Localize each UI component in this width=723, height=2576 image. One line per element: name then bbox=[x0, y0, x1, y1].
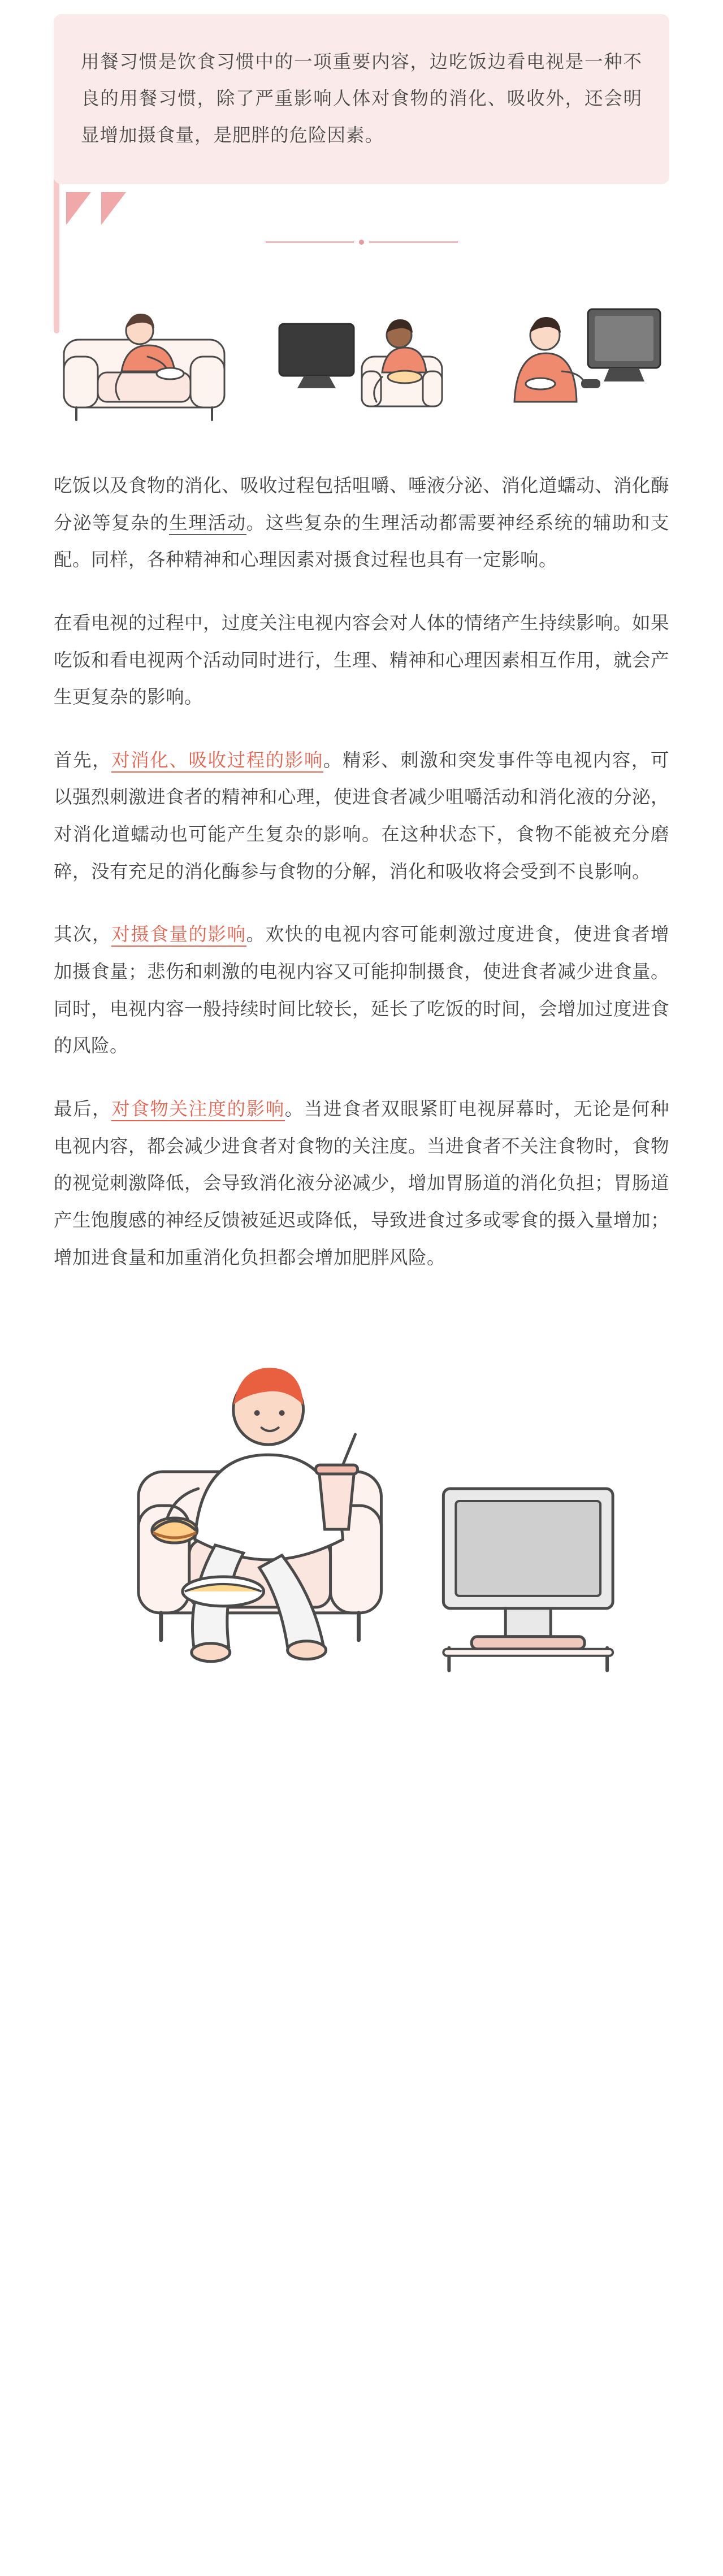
quote-mark-group bbox=[66, 192, 669, 225]
paragraph-1 bbox=[54, 467, 669, 579]
person-with-remote-icon bbox=[488, 272, 669, 441]
top-illustration-row bbox=[0, 272, 723, 441]
bottom-illustration bbox=[0, 1302, 723, 1709]
paragraph-3 bbox=[54, 742, 669, 891]
man-eating-watching-tv-icon bbox=[271, 272, 452, 441]
woman-eating-on-sofa-icon bbox=[54, 272, 235, 441]
article-page bbox=[0, 14, 723, 2576]
text-run: 。当进食者双眼紧盯电视屏幕时，无论是何种电视内容，都会减少进食者对食物的关注度。当进食者不关注食物时，食物的视觉刺激降低，会导致消化液分泌减少，增加胃肠道的消化负担；胃肠道产生饱腹感的神经反馈被延迟或降低，导致进食过多或零食的摄入量增加；增加进食量和加重消化负担都会增加肥胖风险。 bbox=[54, 1098, 670, 1268]
text-run-highlight: 对摄食量的影响 bbox=[111, 924, 246, 947]
quote-mark-icon bbox=[101, 192, 126, 225]
divider-line bbox=[369, 241, 458, 243]
illustration-woman-eating-on-sofa bbox=[54, 272, 235, 441]
text-run: 。精彩、刺激和突发事件等电视内容，可以强烈刺激进食者的精神和心理，使进食者减少咀嚼活动和消化液的分泌，对消化道蠕动也可能产生复杂的影响。在这种状态下，食物不能被充分磨碎，没有充足的消化酶参与食物的分解，消化和吸收将会受到不良影响。 bbox=[54, 749, 670, 882]
text-run-highlight: 对食物关注度的影响 bbox=[111, 1099, 285, 1121]
text-run: 最后， bbox=[54, 1098, 112, 1119]
paragraph-2 bbox=[54, 605, 669, 716]
paragraph-4 bbox=[54, 916, 669, 1065]
article-body bbox=[0, 467, 723, 1276]
text-run: 在看电视的过程中，过度关注电视内容会对人体的情绪产生持续影响。如果吃饭和看电视两个活动同时进行，生理、精神和心理因素相互作用，就会产生更复杂的影响。 bbox=[54, 612, 670, 708]
divider-dot-icon bbox=[359, 240, 364, 245]
lead-quote-text: 用餐习惯是饮食习惯中的一项重要内容，边吃饭边看电视是一种不良的用餐习惯，除了严重影响人体对食物的消化、吸收外，还会明显增加摄食量，是肥胖的危险因素。 bbox=[81, 51, 642, 145]
text-run: 吃饭以及食物的消化、吸收过程包括咀嚼、唾液分泌、消化道蠕动、消化酶分泌等复杂的 bbox=[54, 475, 670, 533]
paragraph-5 bbox=[54, 1091, 669, 1276]
section-divider bbox=[266, 240, 458, 245]
divider-line bbox=[266, 241, 354, 243]
text-run-underlined: 生理活动 bbox=[169, 513, 246, 535]
lead-quote-box bbox=[54, 14, 669, 184]
quote-mark-icon bbox=[66, 192, 91, 225]
illustration-man-eating-watching-tv bbox=[271, 272, 452, 441]
text-run: 其次， bbox=[54, 924, 112, 945]
text-run: 首先， bbox=[54, 749, 112, 770]
lead-section bbox=[0, 14, 723, 225]
text-run: 。欢快的电视内容可能刺激过度进食，使进食者增加摄食量；悲伤和刺激的电视内容又可能抑制摄食，使进食者减少进食量。同时，电视内容一般持续时间比较长，延长了吃饭的时间，会增加过度进食的风险。 bbox=[54, 924, 670, 1056]
overweight-man-eating-burger-watching-tv-icon bbox=[54, 1302, 669, 1709]
text-run-highlight: 对消化、吸收过程的影响 bbox=[111, 750, 323, 773]
text-run: 。这些复杂的生理活动都需要神经系统的辅助和支配。同样，各种精神和心理因素对摄食过程也具有一定影响。 bbox=[54, 512, 669, 570]
illustration-person-with-remote-and-tv bbox=[488, 272, 669, 441]
